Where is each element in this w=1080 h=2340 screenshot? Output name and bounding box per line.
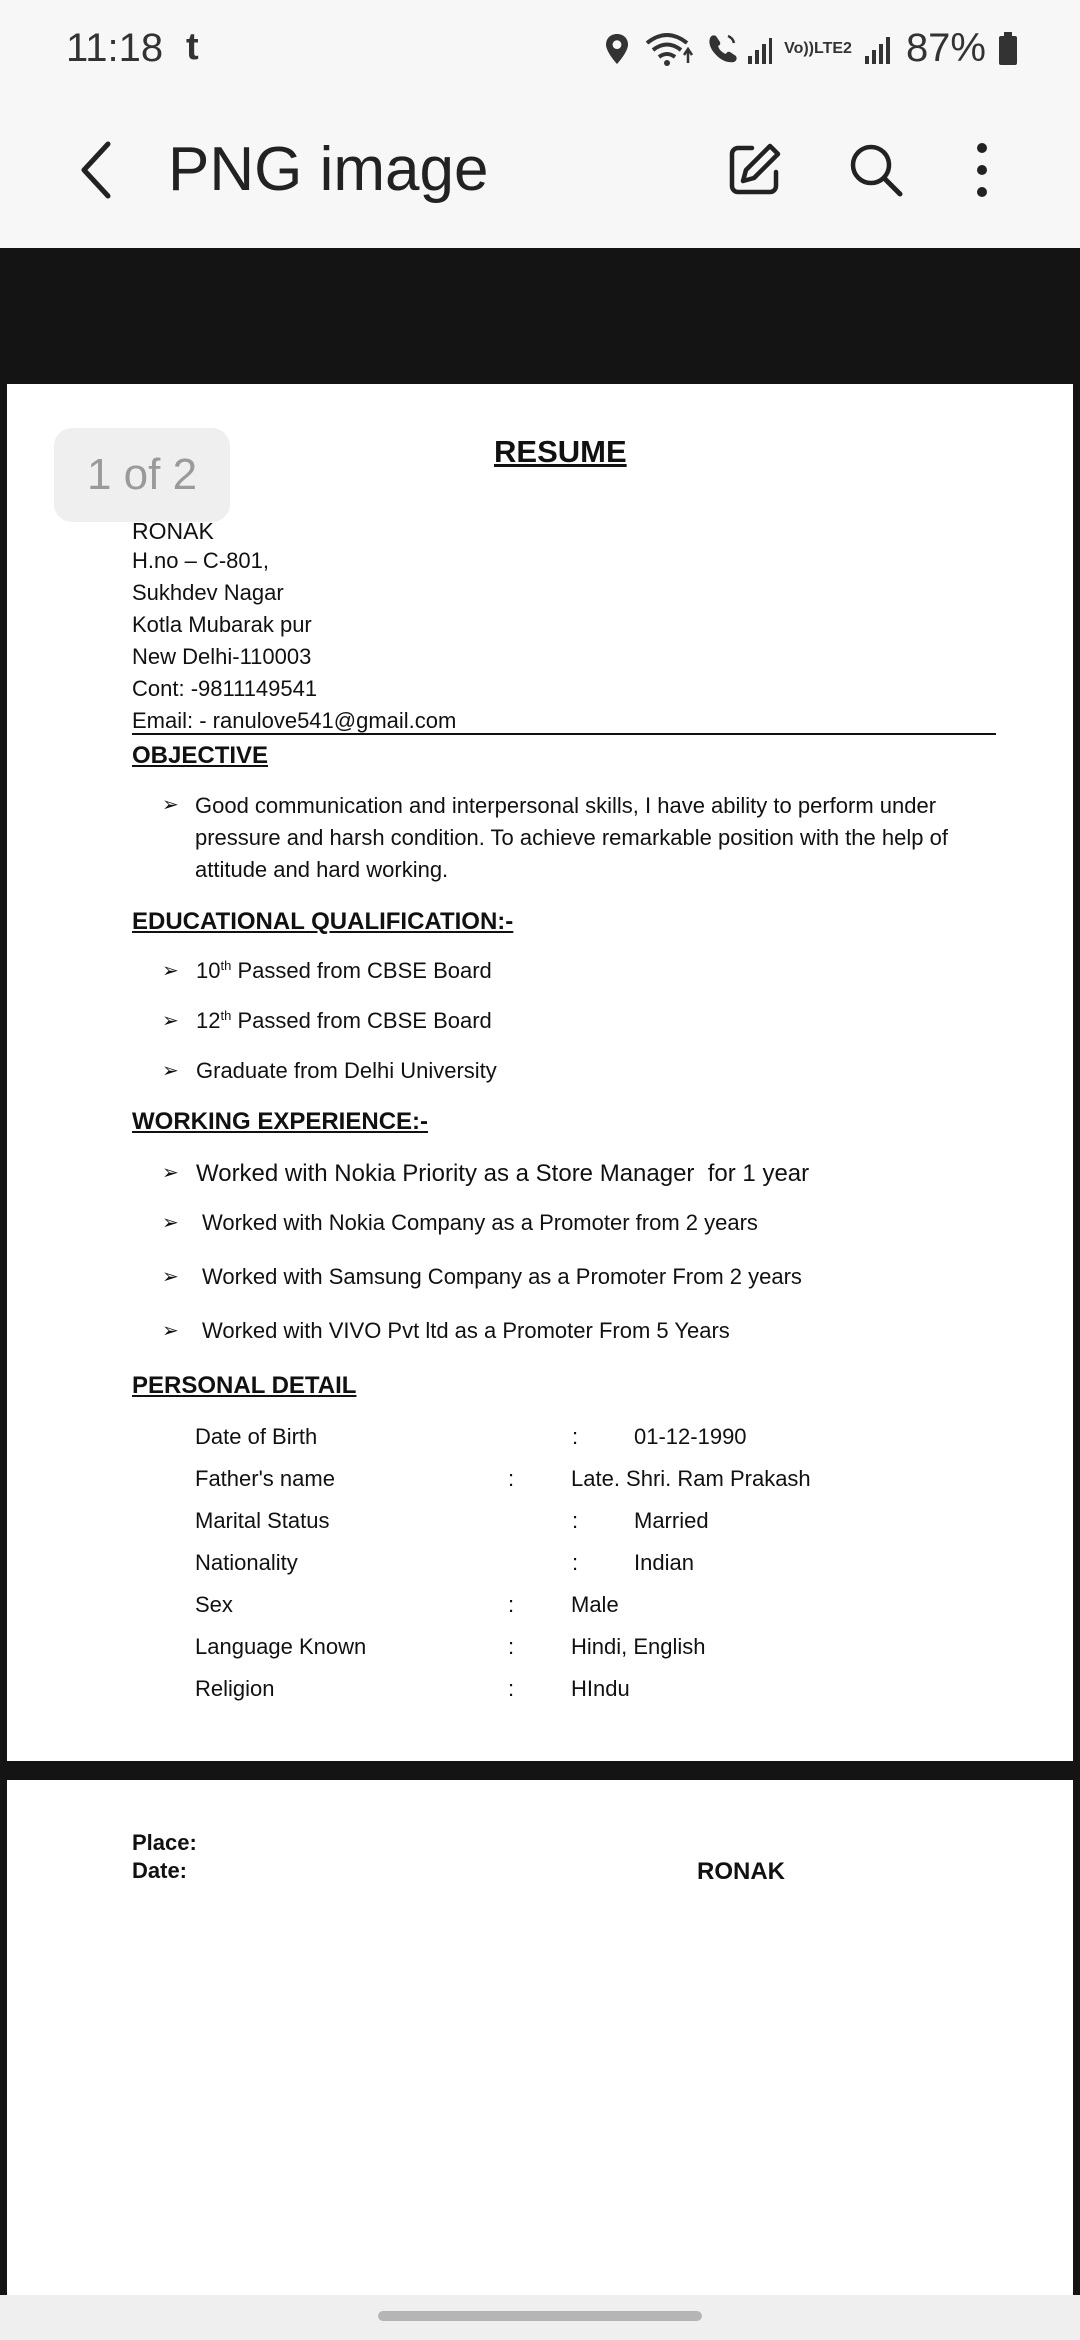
detail-value: Married <box>634 1508 709 1533</box>
experience-heading: WORKING EXPERIENCE:- <box>132 1108 429 1135</box>
volte-indicator <box>784 41 852 57</box>
detail-colon: : <box>508 1466 515 1491</box>
objective-text: Good communication and interpersonal skills, I have ability to perform under pressure and harsh condition. To achieve remarkable position with the help of attitude and hard working. <box>195 793 948 882</box>
navigation-bar <box>0 2295 1080 2340</box>
education-heading: EDUCATIONAL QUALIFICATION:- <box>132 908 514 935</box>
detail-colon: : <box>508 1676 515 1701</box>
list-item <box>162 958 492 984</box>
education-text: Passed from CBSE Board <box>231 1008 492 1033</box>
page-title: PNG image <box>168 135 489 204</box>
status-time: 11:18 <box>66 26 164 70</box>
address-line: New Delhi-110003 <box>132 644 312 669</box>
detail-colon: : <box>508 1592 515 1617</box>
back-arrow-icon <box>76 140 116 200</box>
status-bar <box>0 0 1080 100</box>
address-line: Sukhdev Nagar <box>132 580 284 605</box>
battery-percent: 87% <box>905 26 986 70</box>
arrow-icon: ➢ <box>162 1266 179 1288</box>
detail-value: Male <box>571 1592 619 1617</box>
arrow-icon: ➢ <box>162 1212 179 1234</box>
objective-heading: OBJECTIVE <box>132 742 269 769</box>
battery-icon <box>998 32 1018 66</box>
detail-colon: : <box>508 1634 515 1659</box>
experience-text: Worked with Samsung Company as a Promoter From 2 years <box>202 1264 802 1289</box>
detail-colon: : <box>572 1550 579 1575</box>
list-item <box>162 1160 809 1188</box>
home-indicator[interactable] <box>378 2311 702 2321</box>
experience-text: Worked with Nokia Company as a Promoter from 2 years <box>202 1210 758 1235</box>
address-line: Kotla Mubarak pur <box>132 612 312 637</box>
arrow-icon: ➢ <box>162 1320 179 1342</box>
objective-bullet <box>162 792 196 817</box>
location-icon <box>602 32 632 66</box>
edit-icon <box>724 140 784 200</box>
experience-text: Worked with VIVO Pvt ltd as a Promoter From 5 Years <box>202 1318 730 1343</box>
education-text: Graduate from Delhi University <box>196 1058 497 1083</box>
arrow-icon: ➢ <box>162 1162 179 1184</box>
more-options-button[interactable] <box>944 132 1020 208</box>
signature-name: RONAK <box>697 1858 785 1885</box>
volte-bottom: LTE2 <box>814 39 852 57</box>
address-line: RONAK <box>132 518 214 544</box>
back-button[interactable] <box>56 130 136 210</box>
detail-label: Sex <box>195 1592 233 1617</box>
list-item <box>162 1264 802 1290</box>
list-item <box>162 1058 497 1084</box>
divider <box>132 733 996 735</box>
experience-text: Worked with Nokia Priority as a Store Manager for 1 year <box>196 1160 810 1187</box>
detail-label: Religion <box>195 1676 275 1701</box>
detail-value: Hindi, English <box>571 1634 706 1659</box>
detail-label: Date of Birth <box>195 1424 318 1449</box>
detail-colon: : <box>572 1424 579 1449</box>
detail-label: Marital Status <box>195 1508 330 1533</box>
more-vertical-icon <box>972 140 992 200</box>
page-indicator: 1 of 2 <box>54 428 230 522</box>
list-item <box>162 1210 758 1236</box>
resume-title: RESUME <box>494 434 627 469</box>
detail-value: 01-12-1990 <box>634 1424 747 1449</box>
ordinal-suffix: th <box>220 1008 232 1023</box>
detail-colon: : <box>572 1508 579 1533</box>
ordinal-suffix: th <box>220 958 232 973</box>
volte-top: Vo)) <box>784 39 814 57</box>
arrow-icon: ➢ <box>162 960 179 982</box>
address-line: H.no – C-801, <box>132 548 269 573</box>
search-button[interactable] <box>838 132 914 208</box>
education-text: 10 <box>196 958 221 983</box>
list-item <box>162 1008 492 1034</box>
date-label: Date: <box>132 1858 188 1883</box>
arrow-icon: ➢ <box>162 1010 179 1032</box>
education-text: Passed from CBSE Board <box>231 958 492 983</box>
arrow-icon: ➢ <box>162 794 179 816</box>
email-line: Email: - ranulove541@gmail.com <box>132 708 457 733</box>
education-text: 12 <box>196 1008 221 1033</box>
detail-label: Nationality <box>195 1550 298 1575</box>
detail-label: Language Known <box>195 1634 367 1659</box>
address-line: Cont: -9811149541 <box>132 676 318 701</box>
wifi-call-icon <box>706 32 772 66</box>
edit-button[interactable] <box>716 132 792 208</box>
detail-value: HIndu <box>571 1676 630 1701</box>
app-bar <box>0 100 1080 248</box>
detail-value: Indian <box>634 1550 694 1575</box>
list-item <box>162 1318 730 1344</box>
arrow-icon: ➢ <box>162 1060 179 1082</box>
wifi-icon <box>644 31 694 67</box>
place-label: Place: <box>132 1830 197 1855</box>
detail-value: Late. Shri. Ram Prakash <box>571 1466 811 1491</box>
search-icon <box>846 140 906 200</box>
signal-icon <box>864 34 894 64</box>
personal-heading: PERSONAL DETAIL <box>132 1372 357 1399</box>
detail-label: Father's name <box>195 1466 335 1491</box>
carrier-icon: t <box>186 26 199 68</box>
status-icons <box>602 26 1018 71</box>
